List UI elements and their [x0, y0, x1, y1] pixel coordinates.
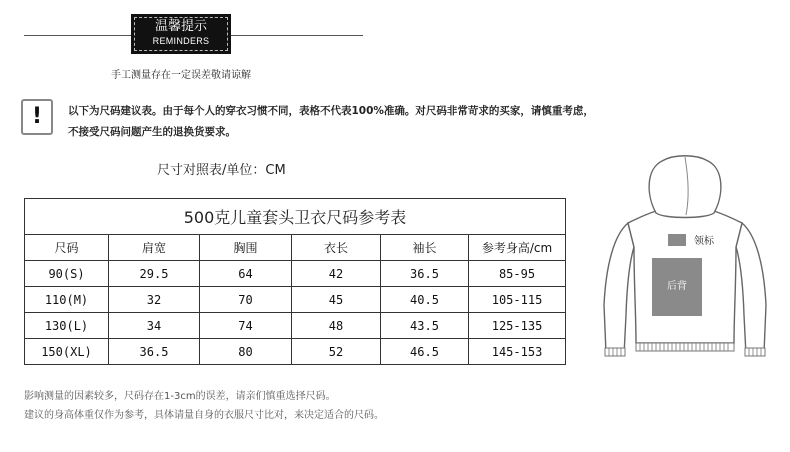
table-cell: 29.5 — [109, 261, 200, 287]
column-header: 胸围 — [200, 235, 292, 261]
header-rule-right — [231, 35, 363, 36]
table-cell: 40.5 — [381, 287, 469, 313]
table-cell: 52 — [292, 339, 381, 365]
table-header-row — [25, 235, 566, 261]
table-cell: 45 — [292, 287, 381, 313]
measurement-note: 手工测量存在一定误差敬请谅解 — [111, 70, 251, 81]
table-cell: 125-135 — [469, 313, 566, 339]
table-cell: 85-95 — [469, 261, 566, 287]
neck-label-text: 领标 — [694, 236, 714, 247]
right-cuff — [745, 348, 765, 356]
column-header: 尺码 — [25, 235, 109, 261]
notice-line-2: 不接受尺码问题产生的退换货要求。 — [68, 126, 236, 138]
table-row — [25, 339, 566, 365]
back-print-text: 后背 — [667, 281, 687, 292]
left-sleeve — [604, 223, 634, 355]
notice-line-1: 以下为尺码建议表。由于每个人的穿衣习惯不同，表格不代表100%准确。对尺码非常苛求的买家，请慎重考虑， — [68, 105, 594, 117]
footnote-2: 建议的身高体重仅作为参考，具体请量自身的衣服尺寸比对，来决定适合的尺码。 — [24, 410, 384, 421]
table-cell: 34 — [109, 313, 200, 339]
table-cell: 36.5 — [381, 261, 469, 287]
table-cell: 43.5 — [381, 313, 469, 339]
exclamation-icon: ! — [21, 99, 53, 135]
footnote-1: 影响测量的因素较多，尺码存在1-3cm的误差，请亲们慎重选择尺码。 — [24, 391, 336, 402]
table-cell: 145-153 — [469, 339, 566, 365]
column-header: 参考身高/cm — [469, 235, 566, 261]
table-cell: 74 — [200, 313, 292, 339]
table-cell: 46.5 — [381, 339, 469, 365]
table-cell: 70 — [200, 287, 292, 313]
column-header: 袖长 — [381, 235, 469, 261]
table-cell: 105-115 — [469, 287, 566, 313]
table-title: 500克儿童套头卫衣尺码参考表 — [25, 199, 566, 235]
table-cell: 36.5 — [109, 339, 200, 365]
size-chart-table — [24, 198, 566, 365]
left-cuff — [605, 348, 625, 356]
right-sleeve — [736, 223, 766, 355]
table-cell: 32 — [109, 287, 200, 313]
table-cell: 42 — [292, 261, 381, 287]
table-cell: 64 — [200, 261, 292, 287]
badge-subtitle: REMINDERS — [152, 36, 210, 46]
table-cell: 110(M) — [25, 287, 109, 313]
unit-label: 尺寸对照表/单位：CM — [157, 163, 286, 178]
column-header: 肩宽 — [109, 235, 200, 261]
table-cell: 150(XL) — [25, 339, 109, 365]
header-rule-left — [24, 35, 131, 36]
table-row — [25, 313, 566, 339]
waist-ribbing — [636, 343, 734, 351]
table-row — [25, 261, 566, 287]
table-cell: 90(S) — [25, 261, 109, 287]
table-row — [25, 287, 566, 313]
neck-label-marker — [668, 234, 686, 246]
hood — [649, 156, 721, 218]
table-cell: 130(L) — [25, 313, 109, 339]
table-cell: 48 — [292, 313, 381, 339]
badge-title: 温馨提示 — [154, 19, 207, 34]
reminders-badge — [131, 14, 231, 54]
column-header: 衣长 — [292, 235, 381, 261]
table-cell: 80 — [200, 339, 292, 365]
